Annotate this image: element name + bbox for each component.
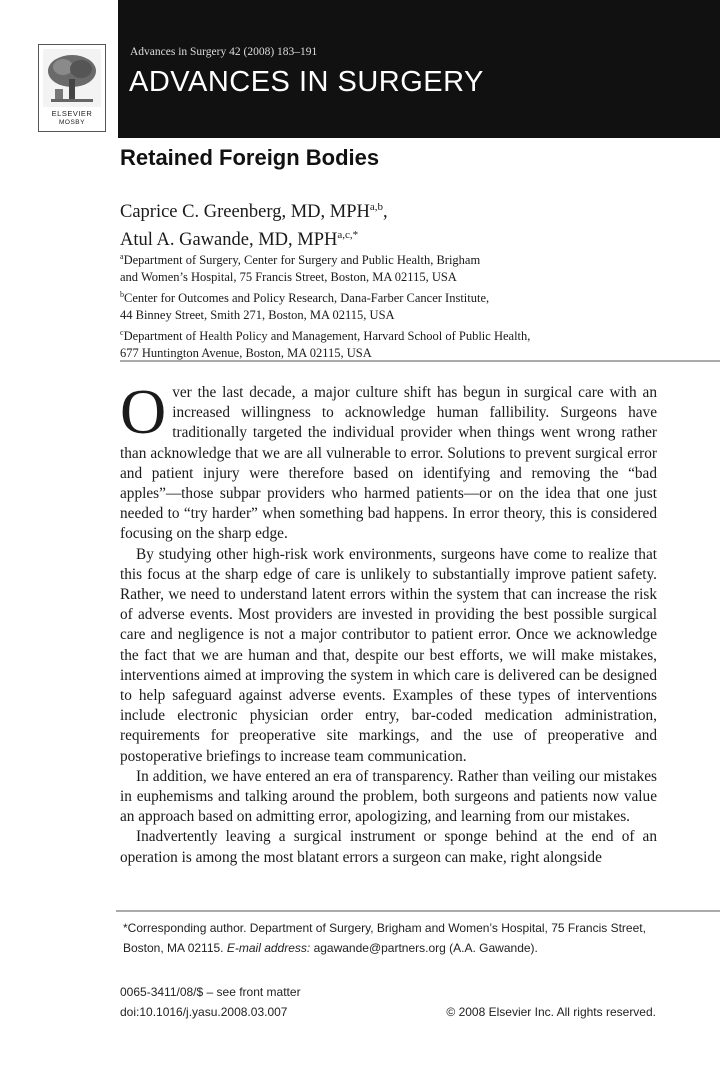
copyright-notice: © 2008 Elsevier Inc. All rights reserved. <box>446 1005 656 1019</box>
article-title: Retained Foreign Bodies <box>120 145 380 170</box>
elsevier-logo <box>38 44 106 132</box>
corresponding-author-note: *Corresponding author. Department of Surgery, Brigham and Women’s Hospital, 75 Francis Street, Boston, MA 02115. E-mail address: agawande@partners.org (A.A. Gawande). <box>123 921 646 955</box>
footnote-section <box>116 910 720 958</box>
doi-line: doi:10.1016/j.yasu.2008.03.007 <box>120 1005 288 1019</box>
logo-elsevier-text: ELSEVIER <box>51 109 93 118</box>
paragraph-2: By studying other high-risk work environments, surgeons have come to realize that this focus at the sharp edge of care is unlikely to substantially improve patient safety. Rather, we need to understand latent errors within the system that can increase the risk of adverse events. Most providers are invested in providing the best possible surgical care and negligence is not a major contributor to patient error. Once we acknowledge the fact that we are human and that, despite our best efforts, we will make mistakes, interventions aimed at improving the system in which care is delivered can be designed to help safeguard against adverse events. Examples of these types of interventions include electronic physician order entry, bar-coded medication administration, requirements for preoperative site markings, and the use of preoperative and postoperative briefings to increase team communication. <box>120 545 657 765</box>
issn-line: 0065-3411/08/$ – see front matter <box>120 985 301 999</box>
affiliation-b: $^b$Center for Outcomes and Policy Research, Dana-Farber Cancer Institute, <box>120 290 490 306</box>
author-2: Atul A. Gawande, MD, $MPH^{a,c,*}$ <box>120 229 359 251</box>
paragraph-4: Inadvertently leaving a surgical instrument or sponge behind at the end of an operation is among the most blatant errors a surgeon can make, right alongside <box>120 828 657 866</box>
journal-citation: Advances in Surgery 42 (2008) 183–191 <box>130 46 318 58</box>
author-1: Caprice C. Greenberg, MD, MPH$^{a,b}$, <box>120 201 388 223</box>
journal-name: ADVANCES IN SURGERY <box>129 66 484 98</box>
affiliation-a: $^a$Department of Surgery, Center for Surgery and Public Health, Brigham <box>120 252 481 268</box>
affiliations <box>120 248 530 362</box>
author-list <box>120 196 388 252</box>
issn-doi <box>120 982 301 1022</box>
elsevier-tree-icon <box>43 49 101 107</box>
affiliation-b-line2: 44 Binney Street, Smith 271, Boston, MA 02115, USA <box>120 308 395 323</box>
article-body <box>120 376 657 868</box>
paragraph-1: Over the last decade, a major culture shift has begun in surgical care with an increased willingness to acknowledge human fallibility. Surgeons have traditionally targeted the individual provider when things went wrong rather than acknowledge that we are all vulnerable to error. Solutions to prevent surgical error and patient injury were therefore based on identifying and removing the “bad apples”—those subpar providers who harmed patients—or on the idea that one just needed to “try harder” when something bad happens. In error theory, this is considered focusing on the sharp edge. <box>120 376 657 543</box>
affiliation-c-line2: 677 Huntington Avenue, Boston, MA 02115, USA <box>120 346 372 361</box>
drop-cap: O <box>120 376 167 447</box>
logo-mosby-text: MOSBY <box>59 119 85 126</box>
section-divider <box>120 360 720 362</box>
paragraph-3: In addition, we have entered an era of transparency. Rather than veiling our mistakes in euphemisms and talking around the problem, both surgeons and patients now value an approach based on admitting error, apologizing, and learning from our mistakes. <box>120 767 657 826</box>
affiliation-c: $^c$Department of Health Policy and Management, Harvard School of Public Health, <box>120 328 531 344</box>
affiliation-a-line2: and Women’s Hospital, 75 Francis Street, Boston, MA 02115, USA <box>120 270 457 285</box>
